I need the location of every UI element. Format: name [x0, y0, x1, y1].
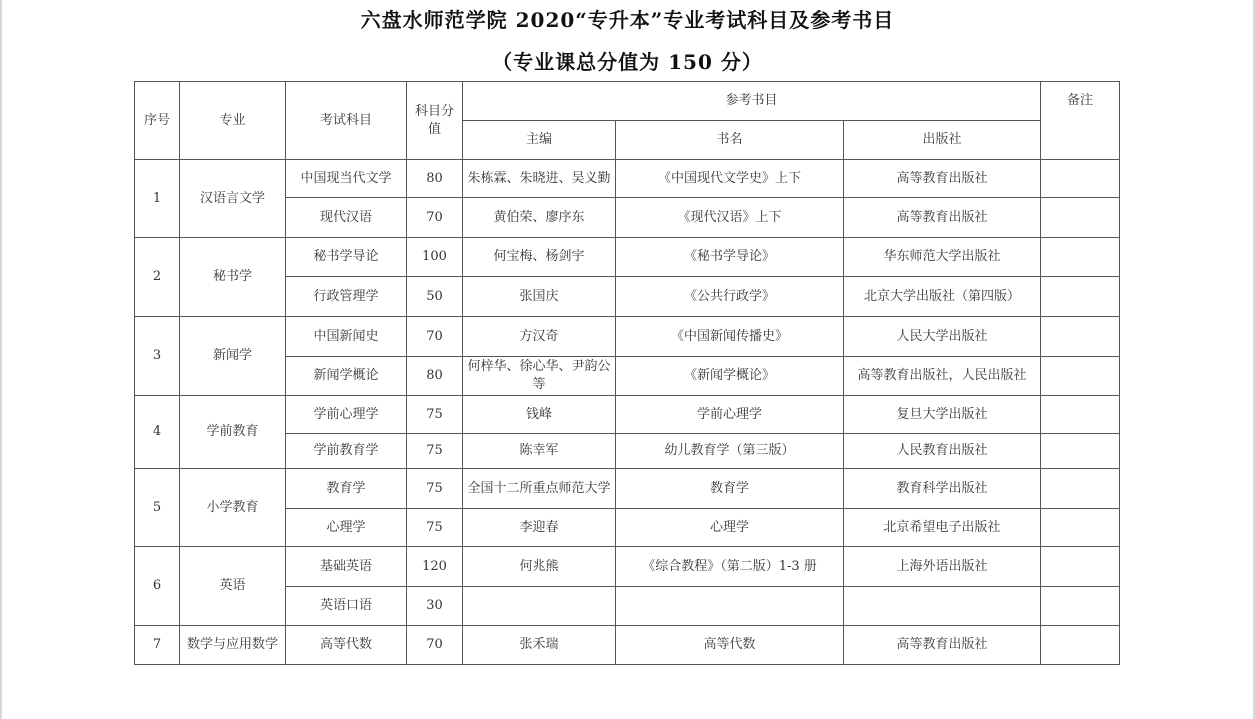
cell-editor	[463, 469, 616, 509]
cell-remark	[1041, 547, 1120, 587]
cell-score	[407, 238, 463, 277]
table-row	[135, 626, 1120, 665]
cell-seq: 1	[135, 160, 180, 238]
header-score-label: 科目分值	[414, 103, 454, 137]
cell-score-text: 70	[426, 209, 443, 225]
cell-publisher	[844, 160, 1041, 198]
cell-editor-text: 何兆熊	[519, 558, 559, 574]
cell-subject-text: 教育学	[326, 480, 366, 496]
cell-book-text: 《公共行政学》	[683, 288, 775, 304]
cell-publisher-text: 人民教育出版社	[896, 443, 988, 458]
cell-subject	[286, 277, 407, 317]
cell-score-text: 75	[426, 443, 443, 458]
table-row	[135, 547, 1120, 587]
table-row	[135, 160, 1120, 198]
header-publisher: 出版社	[844, 121, 1041, 160]
cell-subject	[286, 469, 407, 509]
cell-score	[407, 469, 463, 509]
header-row-1	[135, 82, 1120, 121]
cell-seq: 4	[135, 396, 180, 469]
table-row	[135, 317, 1120, 357]
cell-major	[180, 469, 286, 547]
cell-remark	[1041, 626, 1120, 665]
cell-book	[616, 160, 844, 198]
cell-major	[180, 626, 286, 665]
cell-editor	[463, 198, 616, 238]
cell-remark	[1041, 160, 1120, 198]
cell-major-label: 数学与应用数学	[186, 637, 278, 652]
cell-publisher-text: 复旦大学出版社	[896, 406, 988, 422]
cell-score	[407, 509, 463, 547]
header-seq: 序号	[135, 82, 180, 160]
cell-score-text: 70	[426, 637, 443, 652]
header-remark: 备注	[1041, 82, 1120, 160]
cell-subject-text: 秘书学导论	[313, 249, 379, 264]
cell-book-text: 心理学	[709, 519, 749, 535]
cell-editor	[463, 509, 616, 547]
cell-book-text: 《中国新闻传播史》	[670, 328, 788, 344]
cell-editor-text: 李迎春	[519, 519, 559, 535]
page-edge-left	[0, 0, 2, 719]
cell-remark	[1041, 277, 1120, 317]
cell-editor-text: 全国十二所重点师范大学	[467, 480, 611, 496]
cell-subject	[286, 626, 407, 665]
table-row	[135, 238, 1120, 277]
cell-subject	[286, 317, 407, 357]
cell-remark	[1041, 357, 1120, 396]
cell-publisher-text: 上海外语出版社	[896, 558, 988, 574]
cell-publisher	[844, 357, 1041, 396]
cell-publisher	[844, 469, 1041, 509]
cell-publisher-text: 人民大学出版社	[896, 328, 988, 344]
header-reference-books: 参考书目	[463, 82, 1041, 121]
cell-publisher	[844, 238, 1041, 277]
cell-publisher-text: 教育科学出版社	[896, 480, 988, 496]
cell-score-text: 30	[426, 598, 443, 613]
cell-subject	[286, 547, 407, 587]
cell-editor	[463, 357, 616, 396]
cell-editor	[463, 626, 616, 665]
cell-editor	[463, 434, 616, 469]
cell-score-text: 50	[426, 288, 443, 304]
document-subtitle: （专业课总分值为 150 分）	[492, 50, 763, 74]
cell-major	[180, 547, 286, 626]
cell-score-text: 100	[422, 249, 447, 264]
cell-book	[616, 317, 844, 357]
cell-score	[407, 160, 463, 198]
cell-subject	[286, 357, 407, 396]
cell-publisher	[844, 434, 1041, 469]
cell-book	[616, 238, 844, 277]
cell-publisher	[844, 587, 1041, 626]
cell-remark	[1041, 238, 1120, 277]
cell-score	[407, 198, 463, 238]
cell-editor	[463, 238, 616, 277]
header-major: 专业	[180, 82, 286, 160]
cell-publisher	[844, 547, 1041, 587]
cell-book-text: 《综合教程》（第二版）1-3 册	[642, 558, 817, 574]
cell-publisher	[844, 277, 1041, 317]
cell-book	[616, 434, 844, 469]
cell-score-text: 120	[422, 558, 447, 574]
cell-subject-text: 英语口语	[319, 598, 372, 613]
cell-editor-text: 张国庆	[519, 288, 559, 304]
cell-subject	[286, 434, 407, 469]
cell-editor-text: 钱峰	[525, 406, 552, 422]
cell-score-text: 75	[426, 406, 443, 422]
cell-editor-text: 朱栋霖、朱晓进、吴义勤	[467, 170, 611, 186]
cell-book-text: 幼儿教育学（第三版）	[664, 443, 795, 458]
cell-subject-text: 基础英语	[319, 558, 372, 574]
cell-editor	[463, 317, 616, 357]
cell-subject	[286, 396, 407, 434]
cell-book-text: 《新闻学概论》	[683, 368, 775, 383]
cell-book	[616, 469, 844, 509]
cell-major	[180, 317, 286, 396]
cell-editor-text: 黄伯荣、廖序东	[493, 209, 585, 225]
cell-major	[180, 160, 286, 238]
cell-book-text: 《中国现代文学史》上下	[657, 170, 801, 186]
cell-subject	[286, 160, 407, 198]
cell-editor	[463, 547, 616, 587]
cell-major	[180, 238, 286, 317]
cell-seq: 7	[135, 626, 180, 665]
cell-subject	[286, 509, 407, 547]
document-title: 六盘水师范学院 2020“专升本”专业考试科目及参考书目	[360, 8, 895, 32]
cell-publisher-text: 华东师范大学出版社	[883, 249, 1001, 264]
cell-remark	[1041, 317, 1120, 357]
cell-score-text: 75	[426, 519, 443, 535]
cell-publisher	[844, 396, 1041, 434]
cell-score	[407, 357, 463, 396]
cell-editor-text: 何梓华、徐心华、尹韵公等	[467, 359, 611, 392]
cell-score-text: 75	[426, 480, 443, 496]
cell-editor	[463, 160, 616, 198]
cell-publisher	[844, 509, 1041, 547]
cell-publisher-text: 北京希望电子出版社	[883, 519, 1001, 535]
header-subject: 考试科目	[286, 82, 407, 160]
cell-book	[616, 547, 844, 587]
cell-publisher	[844, 317, 1041, 357]
cell-subject-text: 高等代数	[319, 637, 372, 652]
cell-seq: 6	[135, 547, 180, 626]
cell-subject	[286, 198, 407, 238]
cell-book	[616, 509, 844, 547]
cell-book-text: 教育学	[709, 480, 749, 496]
cell-score-text: 70	[426, 328, 443, 344]
cell-score	[407, 434, 463, 469]
cell-major-label: 学前教育	[206, 424, 259, 439]
cell-remark	[1041, 198, 1120, 238]
cell-remark	[1041, 434, 1120, 469]
cell-score	[407, 547, 463, 587]
cell-subject-text: 新闻学概论	[313, 368, 379, 383]
cell-seq: 5	[135, 469, 180, 547]
cell-book	[616, 587, 844, 626]
cell-remark	[1041, 587, 1120, 626]
cell-book-text: 《现代汉语》上下	[677, 209, 782, 225]
cell-book	[616, 198, 844, 238]
cell-subject-text: 心理学	[326, 519, 366, 535]
cell-score	[407, 587, 463, 626]
cell-major-label: 汉语言文学	[199, 190, 265, 206]
cell-score	[407, 317, 463, 357]
cell-subject-text: 学前教育学	[313, 443, 379, 458]
exam-subjects-table	[134, 81, 1120, 665]
cell-editor	[463, 396, 616, 434]
table-row	[135, 469, 1120, 509]
cell-book-text: 高等代数	[703, 637, 756, 652]
cell-score	[407, 277, 463, 317]
cell-major-label: 秘书学	[212, 269, 252, 284]
cell-book	[616, 357, 844, 396]
cell-subject-text: 学前心理学	[313, 406, 379, 422]
header-editor: 主编	[463, 121, 616, 160]
cell-publisher-text: 北京大学出版社（第四版）	[863, 288, 1020, 304]
cell-subject-text: 中国现当代文学	[300, 170, 392, 186]
cell-major-label: 新闻学	[212, 348, 252, 363]
cell-editor-text: 张禾瑞	[519, 637, 559, 652]
cell-publisher	[844, 626, 1041, 665]
cell-book-text: 《秘书学导论》	[683, 249, 775, 264]
cell-major	[180, 396, 286, 469]
cell-subject-text: 行政管理学	[313, 288, 379, 304]
header-book: 书名	[616, 121, 844, 160]
cell-editor-text: 陈幸军	[519, 443, 559, 458]
cell-editor-text: 何宝梅、杨剑宇	[493, 249, 585, 264]
cell-score	[407, 396, 463, 434]
cell-publisher-text: 高等教育出版社	[896, 209, 988, 225]
cell-seq: 3	[135, 317, 180, 396]
header-score	[407, 82, 463, 160]
cell-book-text: 学前心理学	[696, 406, 762, 422]
cell-subject-text: 现代汉语	[319, 209, 372, 225]
cell-book	[616, 396, 844, 434]
cell-book	[616, 277, 844, 317]
cell-publisher	[844, 198, 1041, 238]
cell-publisher-text: 高等教育出版社	[896, 637, 988, 652]
cell-subject	[286, 587, 407, 626]
cell-score	[407, 626, 463, 665]
cell-major-label: 英语	[219, 578, 246, 593]
table-row	[135, 396, 1120, 434]
cell-score-text: 80	[426, 170, 443, 186]
cell-book	[616, 626, 844, 665]
cell-publisher-text: 高等教育出版社	[896, 170, 988, 186]
cell-remark	[1041, 396, 1120, 434]
cell-publisher-text: 高等教育出版社，人民出版社	[857, 368, 1027, 383]
cell-score-text: 80	[426, 368, 443, 383]
cell-editor	[463, 587, 616, 626]
cell-subject	[286, 238, 407, 277]
cell-seq: 2	[135, 238, 180, 317]
cell-remark	[1041, 469, 1120, 509]
cell-subject-text: 中国新闻史	[313, 328, 379, 344]
cell-remark	[1041, 509, 1120, 547]
cell-editor-text: 方汉奇	[519, 328, 559, 344]
cell-major-label: 小学教育	[206, 499, 259, 515]
cell-editor	[463, 277, 616, 317]
